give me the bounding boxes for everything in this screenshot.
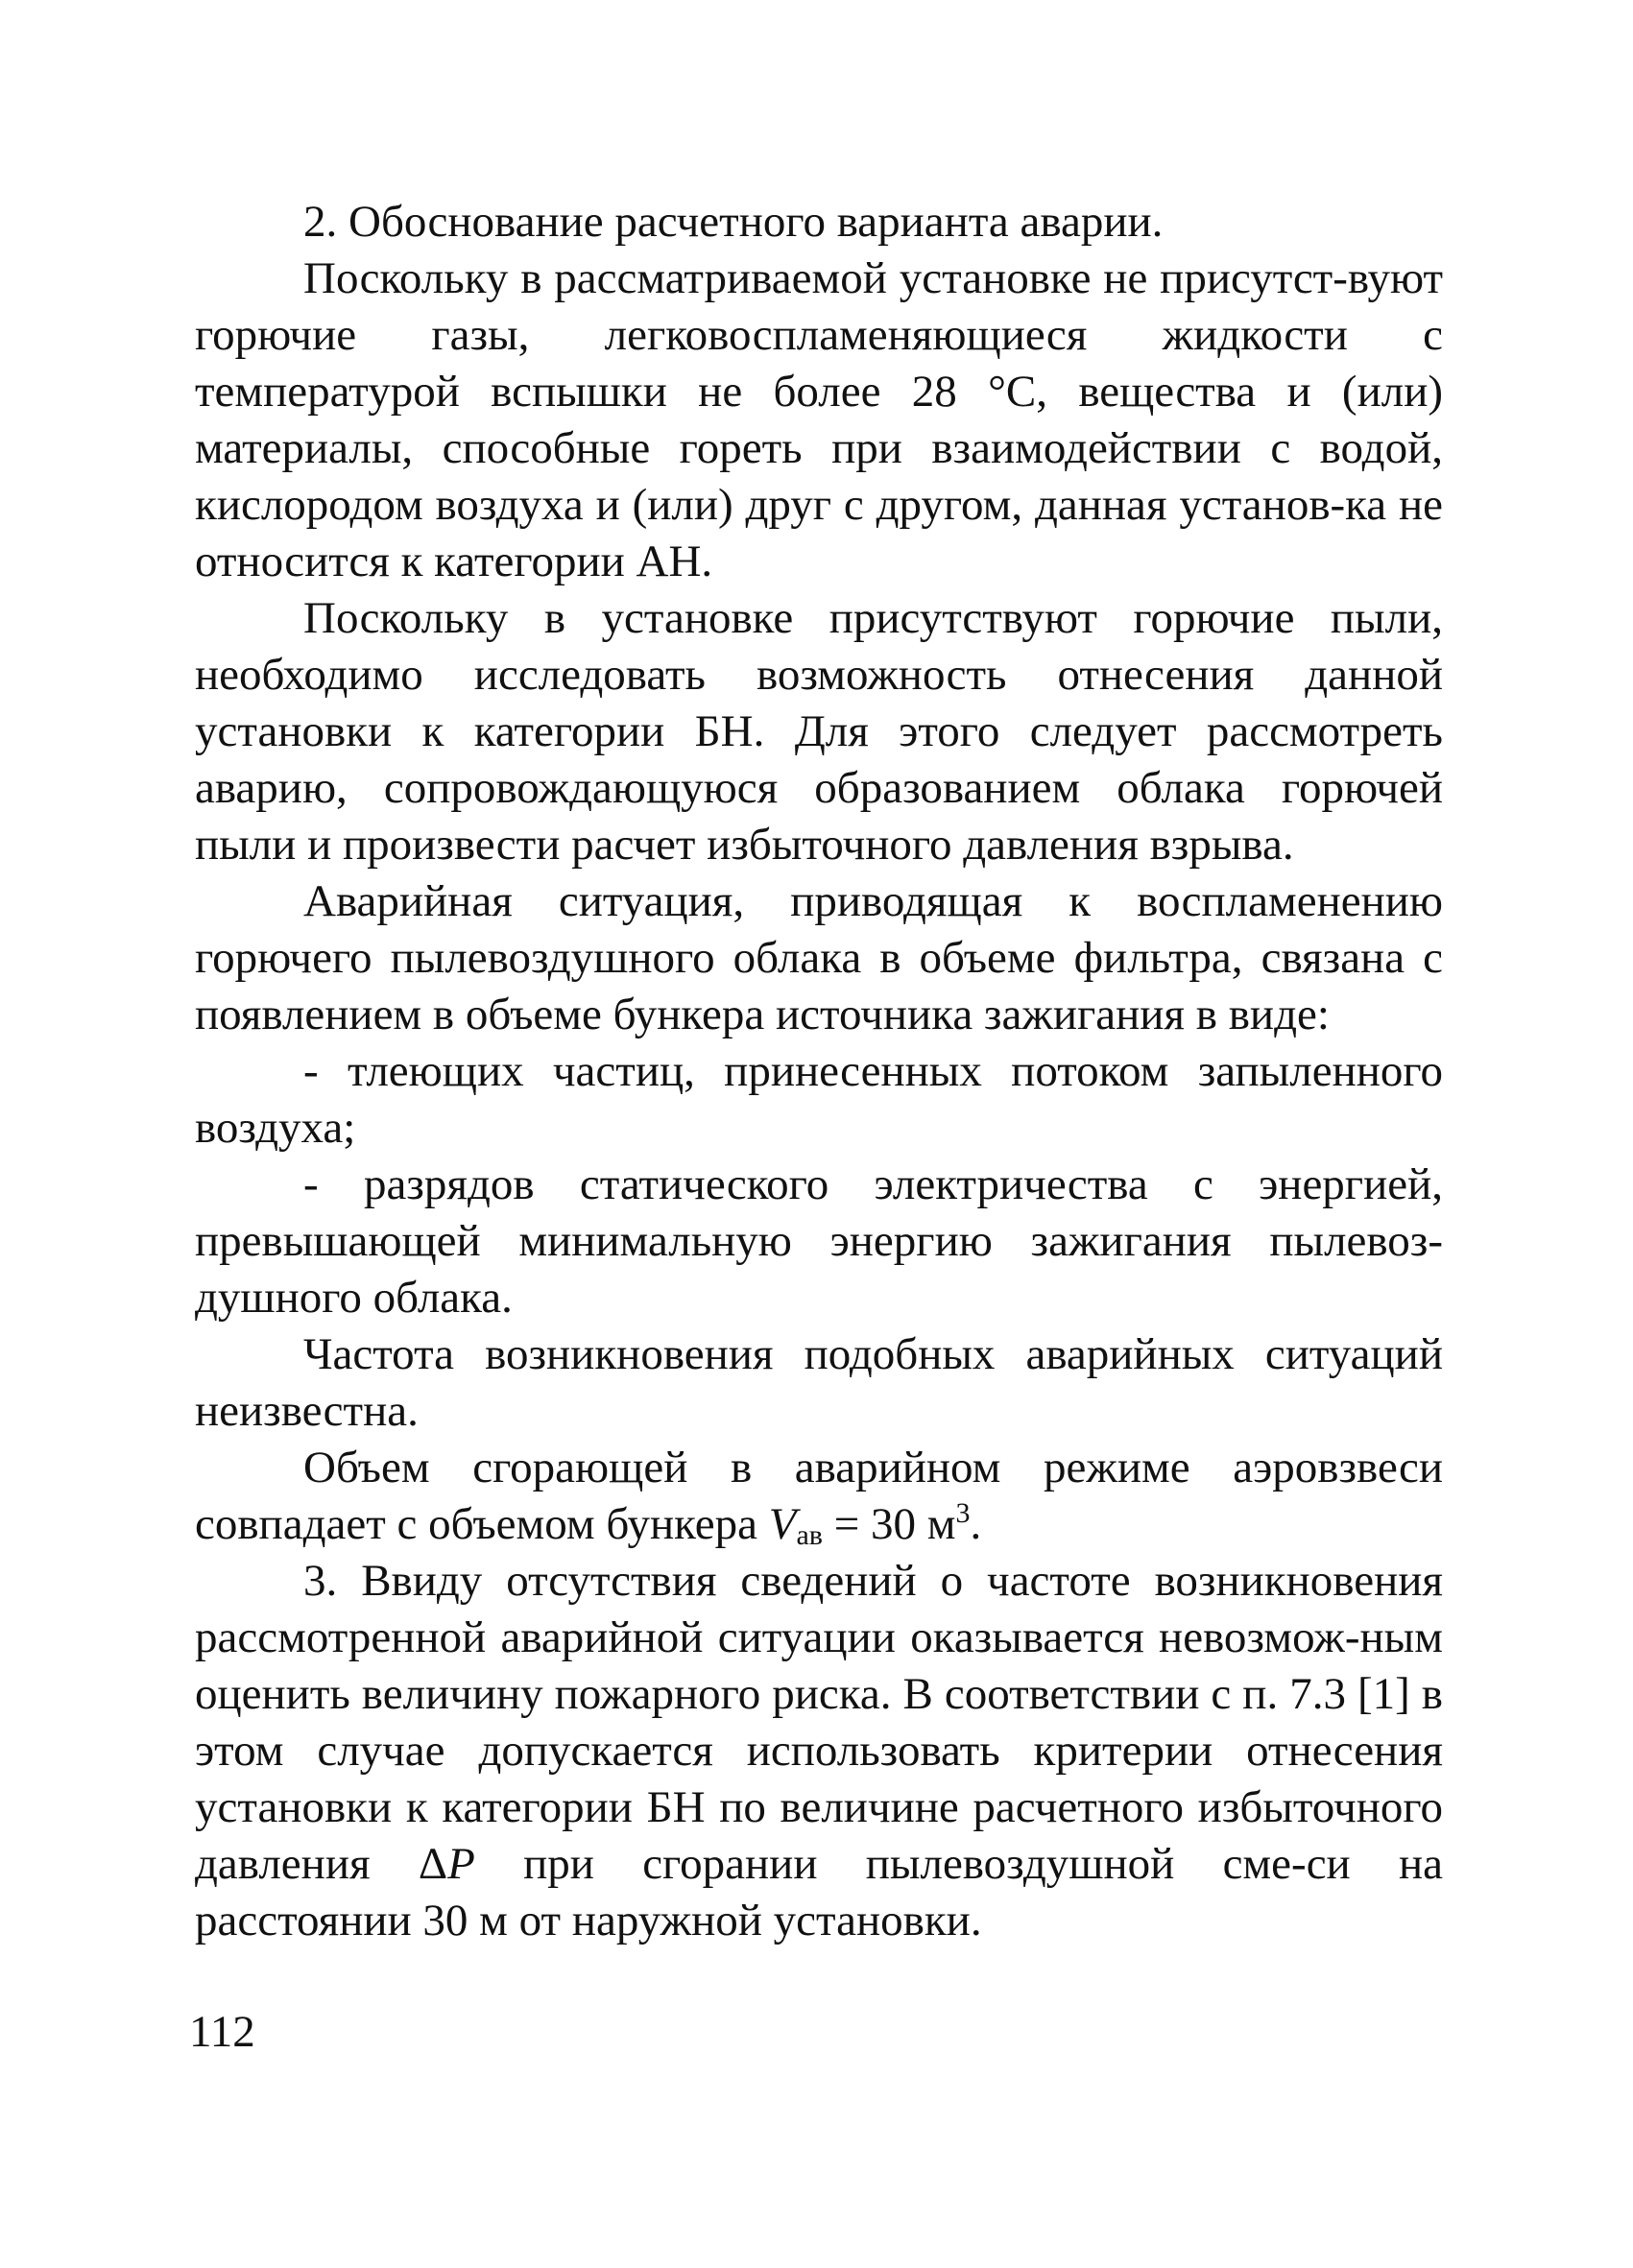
delta-symbol: Δ (418, 1839, 448, 1889)
risk-text: 3. Ввиду отсутствия сведений о частоте возникновения рассмотренной аварийной ситуации оказывается невозмож-ным оценить величину пожарного риска. В соответствии с п. 7.3 [1] в этом случае допускается использовать критерии отнесения установки к категории БН по величине расчетного избыточного давления (195, 1556, 1443, 1889)
pressure-variable: P (447, 1839, 475, 1889)
volume-exponent: 3 (955, 1497, 971, 1529)
paragraph-category-bn: Поскольку в установке присутствуют горючие пыли, необходимо исследовать возможность отнесения данной установки к категории БН. Для этого следует рассмотреть аварию, сопровождающуюся образованием облака горючей пыли и произвести расчет избыточного давления взрыва. (195, 593, 1443, 870)
paragraph-emergency-situation: Аварийная ситуация, приводящая к воспламенению горючего пылевоздушного облака в объеме фильтра, связана с появлением в объеме бункера источника зажигания в виде: (195, 876, 1443, 1039)
risk-text-end: при сгорании пылевоздушной сме-си на расстоянии 30 м от наружной установки. (195, 1839, 1443, 1946)
section-paragraph-3 (195, 1553, 1443, 1949)
paragraph-frequency: Частота возникновения подобных аварийных ситуаций неизвестна. (195, 1329, 1443, 1436)
list-item-static-discharge: - разрядов статического электричества с энергией, превышающей минимальную энергию зажигания пылевоз-душного облака. (195, 1159, 1443, 1323)
paragraph-category-an: Поскольку в рассматриваемой установке не присутст-вуют горючие газы, легковоспламеняющиеся жидкости с температурой вспышки не более 28 °С, вещества и (или) материалы, способные гореть при взаимодействии с водой, кислородом воздуха и (или) друг с другом, данная установ-ка не относится к категории АН. (195, 253, 1443, 586)
volume-period: . (970, 1499, 982, 1549)
paragraph-volume (195, 1440, 1443, 1553)
volume-variable: V (768, 1499, 797, 1549)
page-number: 112 (189, 2007, 255, 2057)
volume-subscript: ав (796, 1519, 823, 1551)
volume-value: = 30 м (822, 1499, 956, 1549)
section-heading-2: 2. Обоснование расчетного варианта аварии. (303, 197, 1164, 247)
list-item-smoldering-particles: - тлеющих частиц, принесенных потоком запыленного воздуха; (195, 1046, 1443, 1153)
document-body (195, 194, 1443, 1949)
volume-text: Объем сгорающей в аварийном режиме аэровзвеси совпадает с объемом бункера (195, 1443, 1443, 1549)
